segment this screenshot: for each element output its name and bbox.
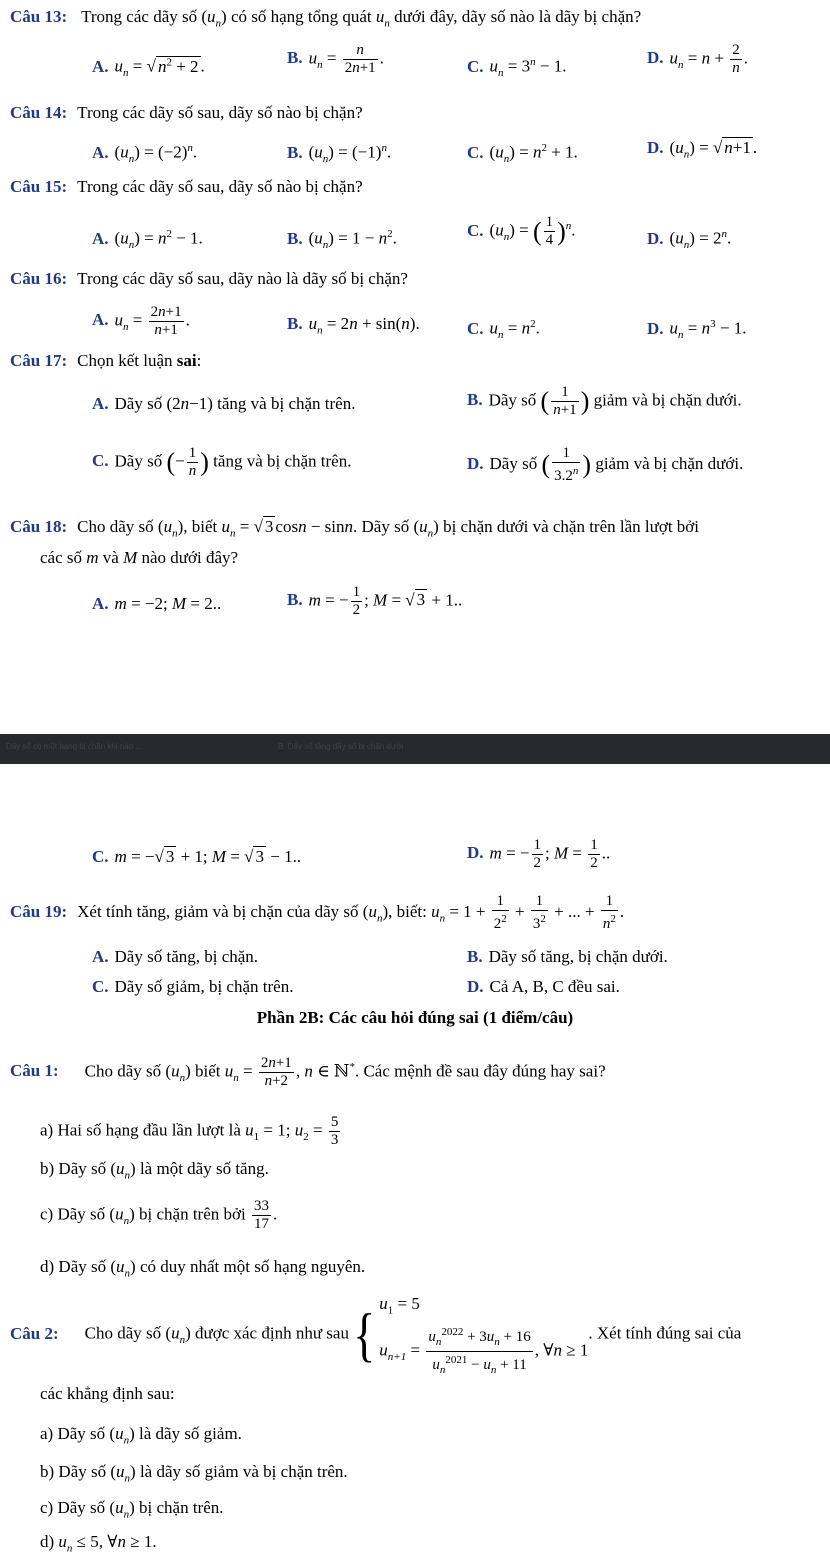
option-d[interactable]: D. $u_n = n^3 - 1$.: [647, 318, 747, 342]
question-16: Câu 16: Trong các dãy số sau, dãy nào là dãy số bị chặn?: [10, 269, 408, 288]
tf2-line2: các khẳng định sau:: [40, 1384, 175, 1403]
question-15: Câu 15: Trong các dãy số sau, dãy số nào bị chặn?: [10, 177, 363, 196]
option-a[interactable]: A. m = −2; M = 2..: [92, 594, 222, 613]
option-a[interactable]: A. $u_n$ = $\frac{2n+1}{n+1}$ .: [92, 304, 190, 338]
option-c[interactable]: C. $u_n = n^2$.: [467, 318, 540, 342]
option-d[interactable]: D. Dãy số ( $\frac{1}{3.2^n}$ ) giảm và bị chặn dưới.: [467, 445, 744, 484]
option-b[interactable]: B. $u_n$ = $\frac{n}{2n+1}$ .: [287, 42, 384, 76]
q16-options: [0, 304, 830, 342]
tf1-item-b[interactable]: b) Dãy số $(u_n)$ là một dãy số tăng.: [40, 1159, 269, 1182]
tf1-item-d[interactable]: d) Dãy số $(u_n)$ có duy nhất một số hạng nguyên.: [40, 1257, 366, 1280]
question-18: Câu 18: Cho dãy số $(u_n)$, biết $u_n$ = √ 3 cosn − sinn. Dãy số $(u_n)$ bị chặn dưới và chặn trên lần lượt bởi: [10, 517, 700, 540]
q14-options: [0, 136, 830, 166]
question-13: Câu 13: Trong các dãy số $(u_n)$ có số hạng tổng quát $u_n$ dưới đây, dãy số nào là dãy bị chặn?: [10, 7, 642, 30]
q15-options: [0, 214, 830, 252]
option-b[interactable]: B. Dãy số ( $\frac{1}{n+1}$ ) giảm và bị chặn dưới.: [467, 384, 742, 418]
option-d[interactable]: D. Cả A, B, C đều sai.: [467, 977, 620, 996]
question-label: Câu 13:: [10, 7, 68, 26]
option-d[interactable]: D. $(u_n)$ = √ n+1 .: [647, 138, 758, 161]
option-c[interactable]: C. Dãy số giảm, bị chặn trên.: [92, 977, 294, 996]
overlay-band: Dãy số có một hạng bị chặn khi nào ... B. Dãy số tăng dãy số bị chặn dưới: [0, 734, 830, 764]
option-b[interactable]: B. $(u_n) = 1 - n^2$.: [287, 228, 397, 252]
q18-options-row1: [0, 584, 830, 618]
q19-options-row1: [0, 945, 830, 971]
tf2-item-d[interactable]: d) $u_n \le 5$, ∀n ≥ 1.: [40, 1532, 157, 1555]
option-b[interactable]: B. m = − $\frac{1}{2}$ ; M = √ 3 + 1..: [287, 584, 463, 618]
q19-options-row2: [0, 975, 830, 1001]
option-d[interactable]: D. m = − $\frac{1}{2}$ ; M = $\frac{1}{2}$ ..: [467, 837, 611, 871]
option-b[interactable]: B. Dãy số tăng, bị chặn dưới.: [467, 947, 668, 966]
q18-options-row2: [0, 837, 830, 871]
tf1-item-a[interactable]: a) Hai số hạng đầu lần lượt là $u_1 = 1$; $u_2$ = $\frac{5}{3}$: [40, 1114, 339, 1148]
option-c[interactable]: C. $(u_n)$ = ( $\frac{1}{4}$ )$^n$.: [467, 214, 576, 249]
option-a[interactable]: A. Dãy số tăng, bị chặn.: [92, 947, 259, 966]
question-17: Câu 17: Chọn kết luận sai:: [10, 351, 202, 370]
q17-options-row2: [0, 445, 830, 484]
tf2-item-c[interactable]: c) Dãy số $(u_n)$ bị chặn trên.: [40, 1498, 224, 1521]
tf-question-1: Câu 1: Cho dãy số $(u_n)$ biết $u_n$ = $\frac{2n+1}{n+2}$ , n ∈ ℕ*. Các mệnh đề sau đây đúng hay sai?: [10, 1055, 606, 1089]
option-a[interactable]: A. $(u_n) = n^2 - 1$.: [92, 228, 203, 252]
tf2-item-b[interactable]: b) Dãy số $(u_n)$ là dãy số giảm và bị chặn trên.: [40, 1462, 348, 1485]
option-d[interactable]: D. $u_n = n$ + $\frac{2}{n}$ .: [647, 42, 748, 76]
tf2-item-a[interactable]: a) Dãy số $(u_n)$ là dãy số giảm.: [40, 1424, 242, 1447]
q13-options: [0, 42, 830, 80]
option-a[interactable]: A. Dãy số (2n−1) tăng và bị chặn trên.: [92, 394, 356, 413]
section-heading: Phần 2B: Các câu hỏi đúng sai (1 điểm/câu): [256, 1008, 574, 1027]
question-19: Câu 19: Xét tính tăng, giảm và bị chặn của dãy số $(u_n)$, biết: $u_n = 1$ + $\frac{1}{2^2}$ + $\frac{1}{3^2}$ + ... + $\frac{1}{n^2}$ .: [10, 893, 625, 932]
option-b[interactable]: B. $(u_n) = (-1)^n$.: [287, 142, 392, 166]
option-c[interactable]: C. $(u_n) = n^2 + 1$.: [467, 142, 578, 166]
option-c[interactable]: C. m = −√ 3 + 1; M = √ 3 − 1..: [92, 847, 302, 866]
option-c[interactable]: C. Dãy số (− $\frac{1}{n}$ ) tăng và bị chặn trên.: [92, 445, 352, 479]
option-c[interactable]: C. $u_n = 3^n - 1$.: [467, 56, 567, 80]
option-a[interactable]: A. $(u_n) = (-2)^n$.: [92, 142, 198, 166]
q17-options-row1: [0, 384, 830, 418]
tf-question-2: Câu 2: Cho dãy số $(u_n)$ được xác định như sau { $u_1 = 5$ $u_{n+1}$ = $\frac{u_n^{2022} + 3u_n + 16}{u_n^{2021} - u_n + 11}$ , ∀n ≥ 1 . Xét tính đúng sai của: [10, 1294, 742, 1377]
option-d[interactable]: D. $(u_n) = 2^n$.: [647, 228, 732, 252]
tf1-item-c[interactable]: c) Dãy số $(u_n)$ bị chặn trên bởi $\frac{33}{17}$ .: [40, 1198, 278, 1232]
question-14: Câu 14: Trong các dãy số sau, dãy số nào bị chặn?: [10, 103, 363, 122]
option-a[interactable]: A. $u_n$ = √ $n^2 + 2$ .: [92, 56, 205, 80]
option-b[interactable]: B. $u_n = 2n + \sin(n)$.: [287, 314, 420, 337]
question-18-line2: các số m và M nào dưới đây?: [40, 548, 239, 567]
